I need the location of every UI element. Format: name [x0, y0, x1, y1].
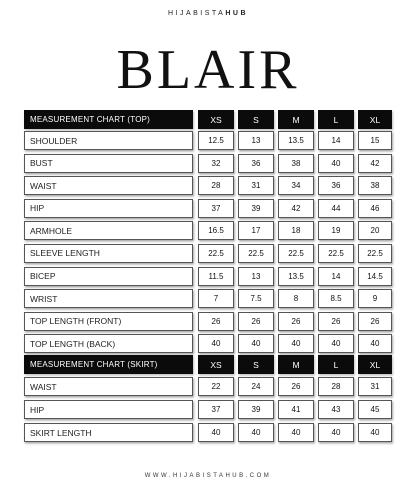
skirt-chart-heading: MEASUREMENT CHART (SKIRT) — [24, 355, 193, 374]
top-chart-heading: MEASUREMENT CHART (TOP) — [24, 110, 193, 129]
measurement-value: 16.5 — [198, 221, 234, 240]
measurement-value: 26 — [238, 312, 274, 331]
product-title: BLAIR — [116, 39, 300, 101]
measurement-value: 11.5 — [198, 267, 234, 286]
measurement-label: SHOULDER — [24, 131, 193, 150]
measurement-row — [24, 377, 392, 396]
measurement-value: 22.5 — [278, 244, 314, 263]
measurement-value: 13.5 — [278, 131, 314, 150]
measurement-value: 28 — [318, 377, 354, 396]
measurement-value: 40 — [278, 423, 314, 442]
brand-logo-light: HIJABISTA — [167, 10, 226, 17]
measurement-value: 40 — [238, 423, 274, 442]
measurement-value: 22.5 — [358, 244, 392, 263]
measurement-value: 38 — [358, 176, 392, 195]
measurement-label: TOP LENGTH (FRONT) — [24, 312, 193, 331]
skirt-size-header: S — [238, 355, 274, 374]
website-url: WWW.HIJABISTAHUB.COM — [144, 473, 272, 479]
measurement-value: 31 — [358, 377, 392, 396]
measurement-value: 37 — [198, 199, 234, 218]
skirt-chart-header-row — [24, 355, 392, 374]
measurement-row — [24, 244, 392, 263]
measurement-value: 40 — [278, 334, 314, 353]
top-size-header: XS — [198, 110, 234, 129]
measurement-row — [24, 176, 392, 195]
skirt-size-header: L — [318, 355, 354, 374]
measurement-value: 13.5 — [278, 267, 314, 286]
measurement-row — [24, 400, 392, 419]
measurement-value: 22.5 — [238, 244, 274, 263]
measurement-row — [24, 199, 392, 218]
measurement-value: 22.5 — [198, 244, 234, 263]
measurement-value: 40 — [358, 423, 392, 442]
brand-logo — [0, 10, 416, 17]
measurement-value: 41 — [278, 400, 314, 419]
measurement-label: SLEEVE LENGTH — [24, 244, 193, 263]
measurement-value: 18 — [278, 221, 314, 240]
top-size-header: XL — [358, 110, 392, 129]
measurement-value: 40 — [318, 334, 354, 353]
measurement-value: 39 — [238, 400, 274, 419]
measurement-value: 8 — [278, 289, 314, 308]
measurement-label: WAIST — [24, 176, 193, 195]
measurement-value: 44 — [318, 199, 354, 218]
measurement-value: 26 — [198, 312, 234, 331]
brand-logo-bold: HUB — [225, 10, 249, 17]
measurement-value: 14.5 — [358, 267, 392, 286]
measurement-value: 40 — [318, 423, 354, 442]
measurement-value: 40 — [238, 334, 274, 353]
measurement-row — [24, 131, 392, 150]
measurement-value: 17 — [238, 221, 274, 240]
measurement-label: WRIST — [24, 289, 193, 308]
measurement-label: WAIST — [24, 377, 193, 396]
measurement-value: 28 — [198, 176, 234, 195]
measurement-value: 7 — [198, 289, 234, 308]
measurement-value: 34 — [278, 176, 314, 195]
measurement-value: 19 — [318, 221, 354, 240]
measurement-value: 13 — [238, 267, 274, 286]
measurement-value: 7.5 — [238, 289, 274, 308]
measurement-label: BUST — [24, 154, 193, 173]
measurement-row — [24, 289, 392, 308]
measurement-value: 36 — [318, 176, 354, 195]
measurement-value: 43 — [318, 400, 354, 419]
measurement-value: 42 — [358, 154, 392, 173]
measurement-row — [24, 267, 392, 286]
top-size-header: L — [318, 110, 354, 129]
measurement-row — [24, 334, 392, 353]
top-measurement-chart — [24, 110, 392, 357]
measurement-value: 22.5 — [318, 244, 354, 263]
skirt-size-header: M — [278, 355, 314, 374]
measurement-value: 8.5 — [318, 289, 354, 308]
measurement-value: 36 — [238, 154, 274, 173]
measurement-label: ARMHOLE — [24, 221, 193, 240]
measurement-value: 26 — [278, 377, 314, 396]
skirt-size-header: XS — [198, 355, 234, 374]
measurement-value: 9 — [358, 289, 392, 308]
measurement-value: 46 — [358, 199, 392, 218]
skirt-size-header: XL — [358, 355, 392, 374]
measurement-value: 24 — [238, 377, 274, 396]
measurement-value: 26 — [278, 312, 314, 331]
measurement-value: 32 — [198, 154, 234, 173]
measurement-value: 20 — [358, 221, 392, 240]
measurement-value: 26 — [358, 312, 392, 331]
skirt-measurement-chart — [24, 355, 392, 446]
top-size-header: S — [238, 110, 274, 129]
measurement-value: 14 — [318, 131, 354, 150]
measurement-label: HIP — [24, 199, 193, 218]
measurement-label: TOP LENGTH (BACK) — [24, 334, 193, 353]
measurement-value: 26 — [318, 312, 354, 331]
measurement-value: 40 — [318, 154, 354, 173]
measurement-value: 37 — [198, 400, 234, 419]
top-chart-header-row — [24, 110, 392, 129]
top-size-header: M — [278, 110, 314, 129]
measurement-value: 12.5 — [198, 131, 234, 150]
measurement-value: 40 — [198, 334, 234, 353]
measurement-value: 39 — [238, 199, 274, 218]
measurement-value: 13 — [238, 131, 274, 150]
measurement-value: 40 — [358, 334, 392, 353]
measurement-value: 40 — [198, 423, 234, 442]
measurement-value: 14 — [318, 267, 354, 286]
measurement-label: SKIRT LENGTH — [24, 423, 193, 442]
measurement-row — [24, 312, 392, 331]
measurement-value: 42 — [278, 199, 314, 218]
measurement-row — [24, 221, 392, 240]
measurement-value: 22 — [198, 377, 234, 396]
measurement-value: 15 — [358, 131, 392, 150]
measurement-row — [24, 154, 392, 173]
measurement-value: 31 — [238, 176, 274, 195]
measurement-value: 38 — [278, 154, 314, 173]
measurement-row — [24, 423, 392, 442]
measurement-label: BICEP — [24, 267, 193, 286]
measurement-label: HIP — [24, 400, 193, 419]
measurement-value: 45 — [358, 400, 392, 419]
